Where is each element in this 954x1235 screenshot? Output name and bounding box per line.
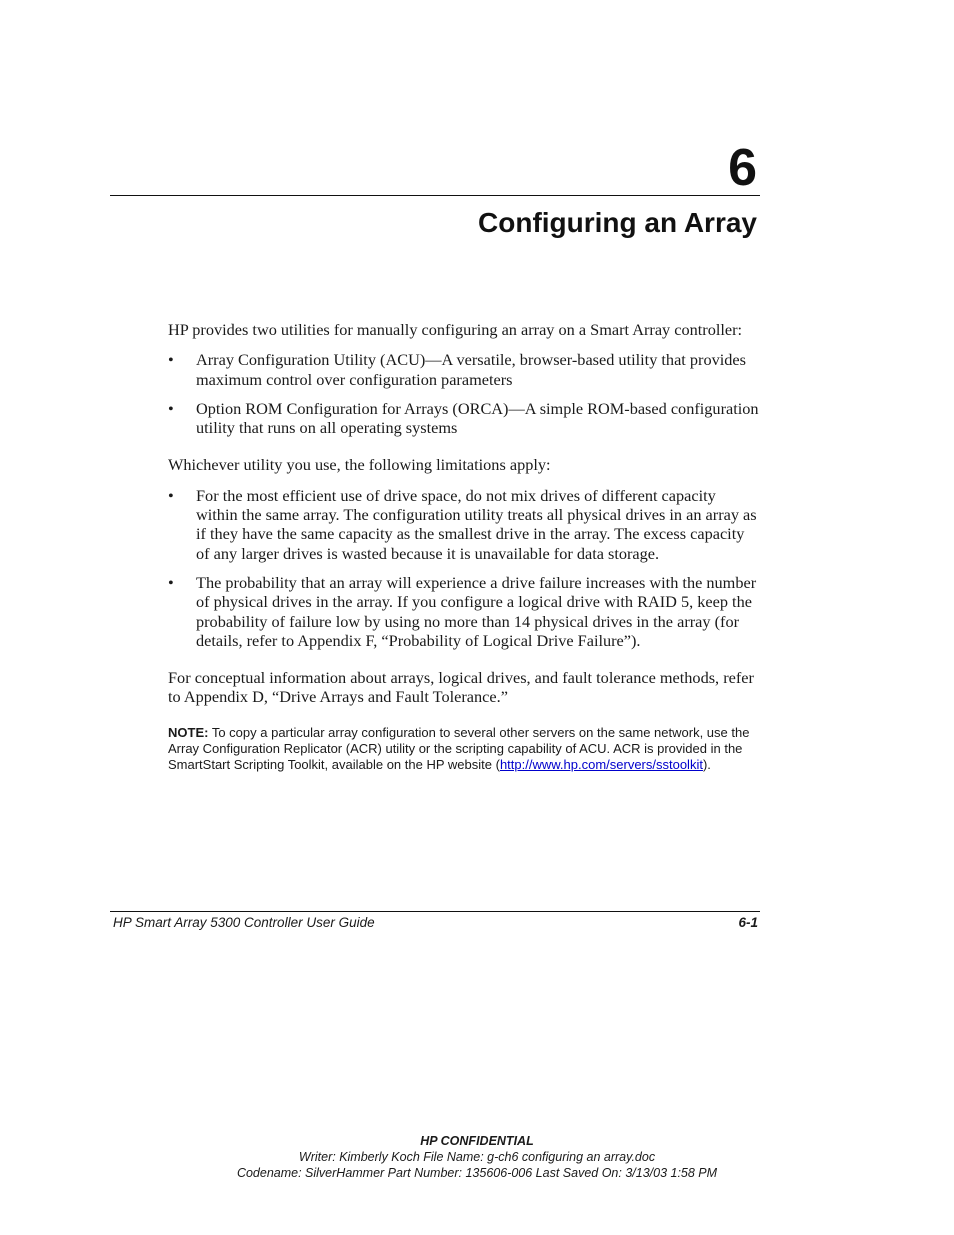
bullet-icon: • [168, 398, 174, 418]
conceptual-paragraph: For conceptual information about arrays, logical drives, and fault tolerance methods, refer to Appendix D, “Drive Arrays and Fault Tolerance.” [168, 668, 754, 707]
confidential-line-1: Writer: Kimberly Koch File Name: g-ch6 configuring an array.doc [298, 1150, 656, 1164]
limitations-intro: Whichever utility you use, the following limitations apply: [168, 455, 551, 475]
list-item [168, 350, 760, 389]
chapter-number: 6 [728, 139, 757, 197]
open-paren: ( [495, 756, 500, 772]
limitations-list [168, 486, 760, 650]
list-item-text: For the most efficient use of drive space, do not mix drives of different capacity within the same array. The configuration utility treats all physical drives in an array as if they have the same capacity as the smallest drive in the array. The excess capacity of any larger drives is wasted because it is unavailable for data storage. [196, 485, 757, 563]
close-paren: ). [702, 756, 711, 772]
list-item-text: The probability that an array will experience a drive failure increases with the number of physical drives in the array. If you configure a logical drive with RAID 5, keep the probability of failure low by using no more than 14 physical drives in the array (for details, refer to Appendix F, “Probability of Logical Drive Failure”). [196, 572, 757, 650]
chapter-title: Configuring an Array [478, 207, 757, 238]
footer-page-number: 6-1 [738, 915, 758, 930]
note-block [168, 725, 760, 773]
utilities-list [168, 350, 760, 437]
list-item-text: Option ROM Configuration for Arrays (ORCA)—A simple ROM-based configuration utility that runs on all operating systems [196, 398, 759, 438]
list-item [168, 486, 760, 563]
list-item [168, 573, 760, 650]
bullet-icon: • [168, 485, 174, 505]
bullet-icon: • [168, 572, 174, 592]
footer-guide-title: HP Smart Array 5300 Controller User Guide [113, 915, 375, 930]
footer-rule [110, 911, 760, 912]
note-label: NOTE: [168, 724, 209, 740]
bullet-icon: • [168, 350, 174, 370]
body-text [168, 320, 760, 773]
chapter-rule [110, 195, 760, 196]
confidential-title: HP CONFIDENTIAL [420, 1134, 534, 1148]
confidential-block [0, 1133, 954, 1181]
confidential-line-2: Codename: SilverHammer Part Number: 135606-006 Last Saved On: 3/13/03 1:58 PM [236, 1166, 718, 1180]
sstoolkit-link[interactable]: http://www.hp.com/servers/sstoolkit [499, 756, 703, 772]
note-text: To copy a particular array configuration to several other servers on the same network, use the Array Configuration Replicator (ACR) utility or the scripting capability of ACU. ACR is provided in the SmartStart Scripting Toolkit, available on the HP website [168, 724, 750, 772]
list-item [168, 399, 760, 438]
list-item-text: Array Configuration Utility (ACU)—A versatile, browser-based utility that provides maximum control over configuration parameters [196, 350, 746, 389]
intro-paragraph: HP provides two utilities for manually configuring an array on a Smart Array controller: [168, 320, 743, 339]
